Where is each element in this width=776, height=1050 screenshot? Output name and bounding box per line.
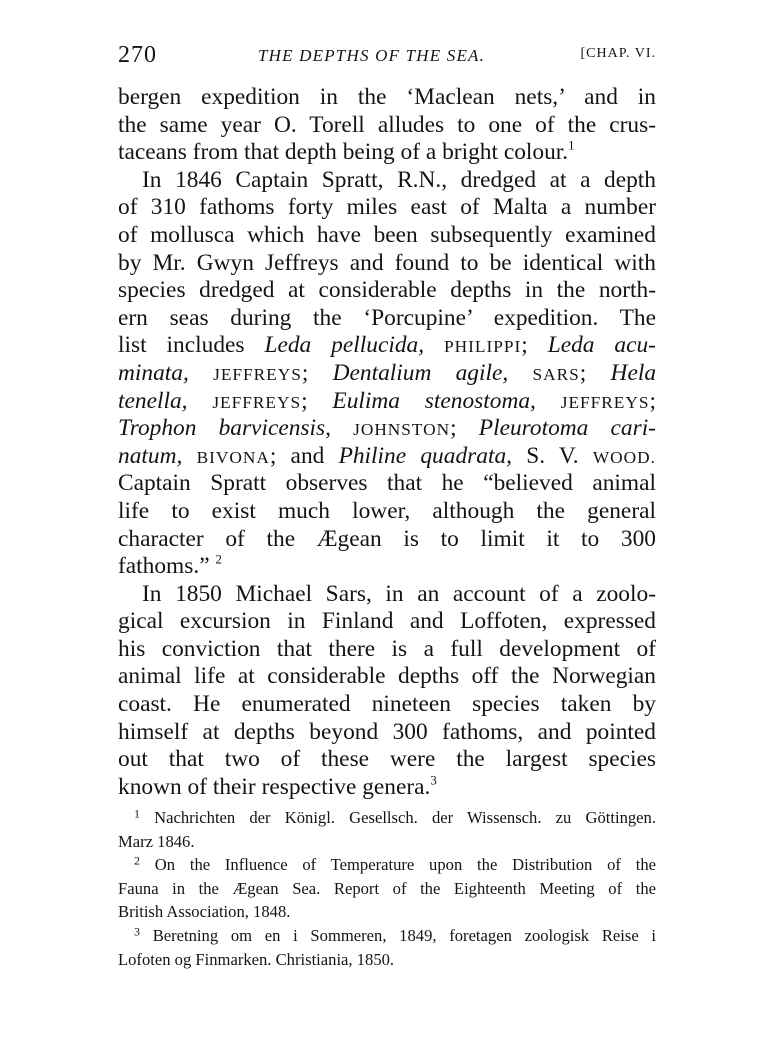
author-name: JEFFREYS (213, 364, 302, 384)
text-line: life to exist much lower, although the general (118, 497, 656, 524)
running-title: THE DEPTHS OF THE SEA. (258, 46, 486, 65)
text-line: species dredged at considerable depths in the north- (118, 277, 656, 304)
author-name: JOHNSTON (353, 420, 451, 440)
footnote-line: Marz 1846. (118, 831, 195, 851)
text-line: Captain Spratt observes that he “believed animal (118, 470, 656, 497)
species-name: Hela (610, 359, 657, 386)
text-line (118, 774, 656, 802)
text-segment: known of their respective genera. (118, 773, 431, 800)
text-line (118, 443, 656, 471)
text-line (118, 415, 656, 443)
species-name: Eulima stenostoma, (332, 387, 536, 414)
footnote-2 (118, 853, 656, 924)
text-line: In 1846 Captain Spratt, R.N., dredged at a depth (142, 166, 656, 193)
page-number: 270 (118, 42, 157, 68)
paragraph-1 (118, 84, 656, 167)
text-line: by Mr. Gwyn Jeffreys and found to be identical with (118, 249, 656, 276)
text-segment: ; (521, 332, 528, 359)
footnote-ref-3: 3 (430, 773, 437, 788)
text-line (118, 553, 656, 581)
text-line (118, 139, 656, 167)
footnote-ref-2: 2 (215, 552, 222, 567)
species-name: Pleurotoma cari- (478, 415, 656, 442)
text-line: coast. He enumerated nineteen species taken by (118, 691, 656, 718)
chapter-label: [CHAP. VI. (580, 46, 656, 61)
text-line: his conviction that there is a full development of (118, 635, 656, 662)
text-line: In 1850 Michael Sars, in an account of a zoolo- (142, 580, 656, 607)
text-line: the same year O. Torell alludes to one of the crus- (118, 111, 656, 138)
text-segment: Nachrichten der Königl. Gesellsch. der Wissensch. zu Göttingen. (154, 808, 656, 827)
text-line (118, 332, 656, 360)
footnote-line: Fauna in the Ægean Sea. Report of the Eighteenth Meeting of the (118, 878, 656, 898)
body-text (118, 84, 656, 801)
footnote-mark: 2 (134, 853, 140, 868)
text-segment: ; (450, 415, 457, 442)
text-line: himself at depths beyond 300 fathoms, and pointed (118, 718, 656, 745)
paragraph-3 (118, 581, 656, 802)
text-segment: ; and (269, 442, 325, 469)
text-line: character of the Ægean is to limit it to 300 (118, 525, 656, 552)
species-name: tenella, (118, 387, 188, 414)
text-segment: Beretning om en i Sommeren, 1849, foretagen zoologisk Reise i (152, 925, 656, 945)
text-line (118, 360, 656, 388)
species-name: minata, (118, 359, 189, 386)
text-segment: ; (579, 359, 587, 386)
species-name: natum, (118, 442, 183, 469)
footnote-3 (118, 924, 656, 971)
paragraph-2 (118, 167, 656, 581)
species-name: Philine quadrata, (338, 442, 512, 469)
author-name: PHILIPPI (444, 337, 522, 357)
text-segment: ; (649, 387, 656, 414)
author-name: WOOD. (592, 447, 656, 467)
author-name: BIVONA (196, 447, 270, 467)
author-name: JEFFREYS (560, 392, 650, 412)
text-line: of 310 fathoms forty miles east of Malta a number (118, 194, 656, 221)
text-line: of mollusca which have been subsequently examined (118, 221, 656, 248)
text-line: animal life at considerable depths off the Norwegian (118, 663, 656, 690)
species-name: Dentalium agile, (332, 359, 509, 386)
author-name: SARS (532, 364, 580, 384)
footnote-mark: 1 (134, 806, 140, 821)
text-line: ern seas during the ‘Porcupine’ expedition. The (118, 304, 656, 331)
text-line: bergen expedition in the ‘Maclean nets,’ and in (118, 84, 656, 110)
text-segment: ; (301, 359, 309, 386)
footnote-mark: 3 (134, 924, 140, 939)
text-segment: taceans from that depth being of a bright colour. (118, 139, 569, 166)
text-line: out that two of these were the largest species (118, 746, 656, 773)
footnotes (118, 806, 656, 971)
text-segment: list includes (118, 332, 245, 359)
footnote-line (118, 806, 656, 830)
text-line (118, 388, 656, 416)
species-name: Leda pellucida, (264, 332, 425, 359)
footnote-line (118, 853, 656, 877)
text-line: gical excursion in Finland and Loffoten, expressed (118, 608, 656, 635)
footnote-ref-1: 1 (568, 138, 575, 153)
text-segment: fathoms.” (118, 553, 210, 580)
footnote-line (118, 924, 656, 948)
text-segment: On the Influence of Temperature upon the Distribution of the (154, 855, 656, 875)
author-name: JEFFREYS (212, 392, 302, 412)
footnote-line: British Association, 1848. (118, 902, 291, 922)
text-segment: ; (301, 387, 308, 414)
running-header (118, 42, 656, 74)
species-name: Trophon barvicensis, (118, 415, 331, 442)
footnote-line: Lofoten og Finmarken. Christiania, 1850. (118, 949, 395, 969)
footnote-1 (118, 806, 656, 853)
text-segment: S. V. (526, 442, 579, 469)
species-name: Leda acu- (547, 332, 656, 359)
